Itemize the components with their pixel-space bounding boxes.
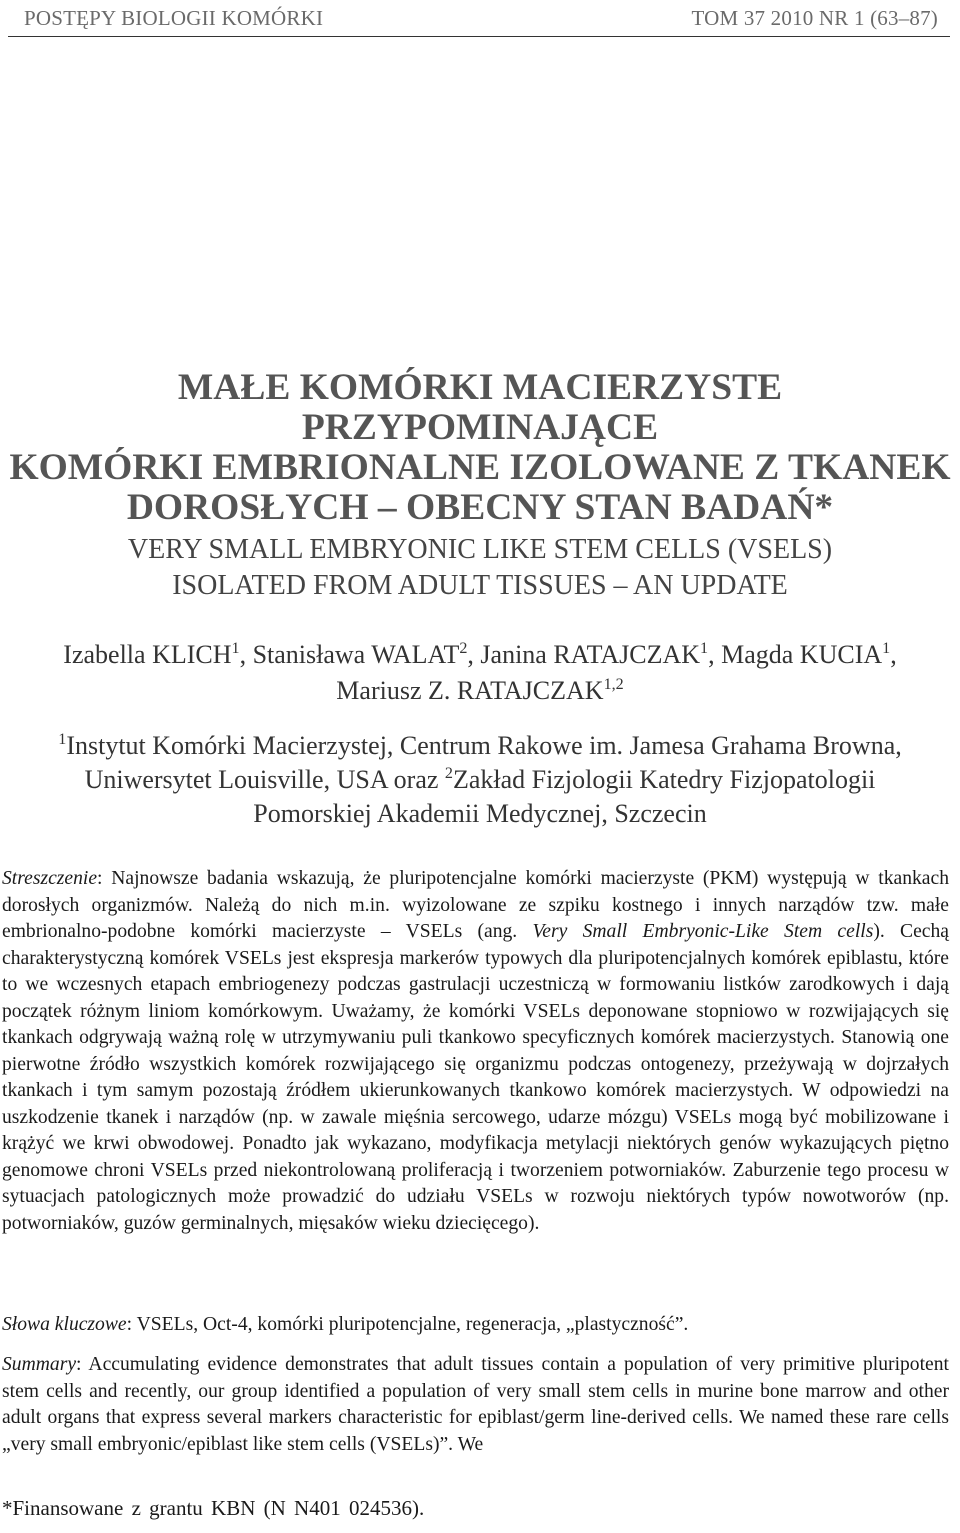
author-name: , Magda KUCIA xyxy=(708,640,883,669)
title-english-line: ISOLATED FROM ADULT TISSUES – AN UPDATE xyxy=(172,570,788,601)
author-affiliation-mark: 2 xyxy=(459,639,468,657)
abstract-text: : Najnowsze badania wskazują, że pluripotencjalne komórki macierzyste (PKM) występują w tkankach dorosłych organizmów. Należą do nich m.in. wyizolowane ze szpiku kostnego i innych narządów tzw. małe embrionalno-podobne komórki macierzyste – VSELs (ang. xyxy=(2,868,949,942)
abstract-text: ). Cechą charakterystyczną komórek VSELs jest ekspresja markerów typowych dla pluripotencjalnych komórek epiblastu, które to we wczesnych etapach embriogenezy podczas gastrulacji uczestniczą w formowaniu listków zarodkowych i dają początek różnym liniom komórkowym. Uważamy, że komórki VSELs deponowane stopniowo w rozwijających się tkankach odgrywają ważną rolę w utrzymywaniu puli tkankowo specyficznych komórek macierzystych. Stanowią one pierwotne źródło wszystkich komórek rozwijającego się organizmu podczas ontogenezy, przeżywają w dojrzałych tkankach i tym samym pozostają źródłem ukierunkowanych tkankowo komórek macierzystych. W odpowiedzi na uszkodzenie tkanek i narządów (np. w zawale mięśnia sercowego, udarze mózgu) VSELs mogą być mobilizowane i krążyć we krwi obwodowej. Ponadto jak wykazano, modyfikacja metylacji niektórych genów wykazujących piętno genomowe chroni VSELs przed niekontrolowaną proliferacją i tworzeniem potworniaków. Zaburzenie tego procesu w sytuacjach patologicznych może prowadzić do udziału VSELs w rozwoju niektórych typów nowotworów (np. potworniaków, guzów germinalnych, mięsaków wieku dziecięcego). xyxy=(2,921,949,1234)
summary-english xyxy=(2,1352,949,1458)
summary-paragraph xyxy=(2,1352,949,1458)
volume-info: TOM 37 2010 NR 1 (63–87) xyxy=(691,6,938,30)
title-polish xyxy=(0,368,960,528)
title-polish-line: DOROSŁYCH – OBECNY STAN BADAŃ* xyxy=(126,487,834,528)
summary-label: Summary xyxy=(2,1354,77,1375)
author-affiliation-mark: 1 xyxy=(700,639,709,657)
affiliation-mark: 2 xyxy=(444,764,453,782)
affiliations xyxy=(0,729,960,831)
title-polish-line: MAŁE KOMÓRKI MACIERZYSTE PRZYPOMINAJĄCE xyxy=(177,367,783,448)
journal-name: POSTĘPY BIOLOGII KOMÓRKI xyxy=(24,6,324,30)
abstract-paragraph xyxy=(2,866,949,1237)
author-line xyxy=(0,673,960,709)
affiliation-line: Pomorskiej Akademii Medycznej, Szczecin xyxy=(253,799,707,828)
abstract-term: Very Small Embryonic-Like Stem cells xyxy=(532,921,874,942)
author-separator: , xyxy=(890,640,897,669)
running-header xyxy=(8,0,950,37)
keywords-text: : VSELs, Oct-4, komórki pluripotencjalne, regeneracja, „plastyczność”. xyxy=(126,1314,689,1335)
keywords xyxy=(2,1312,949,1339)
author-list xyxy=(0,637,960,709)
keywords-label: Słowa kluczowe xyxy=(2,1314,127,1335)
author-line xyxy=(0,637,960,673)
author-affiliation-mark: 1 xyxy=(882,639,891,657)
summary-text: : Accumulating evidence demonstrates that adult tissues contain a population of very primitive pluripotent stem cells and recently, our group identified a population of very small stem cells in murine bone marrow and other adult organs that express several markers characteristic for epiblast/germ line-derived cells. We named these rare cells „very small embryonic/epiblast like stem cells (VSELs)”. We xyxy=(2,1354,949,1455)
affiliation-text: Uniwersytet Louisville, USA oraz xyxy=(84,765,445,794)
author-name: , Stanisława WALAT xyxy=(239,640,460,669)
abstract-polish xyxy=(2,866,949,1237)
affiliation-line xyxy=(0,729,960,763)
affiliation-mark: 1 xyxy=(58,730,67,748)
title-english-line: VERY SMALL EMBRYONIC LIKE STEM CELLS (VSELS) xyxy=(127,534,833,565)
funding-footnote: *Finansowane z grantu KBN (N N401 024536). xyxy=(2,1496,425,1520)
author-name: , Janina RATAJCZAK xyxy=(467,640,701,669)
affiliation-text: Zakład Fizjologii Katedry Fizjopatologii xyxy=(452,765,876,794)
abstract-label: Streszczenie xyxy=(2,868,98,889)
author-name: Izabella KLICH xyxy=(63,640,232,669)
affiliation-line xyxy=(0,763,960,797)
title-english xyxy=(0,532,960,604)
author-name: Mariusz Z. RATAJCZAK xyxy=(336,676,604,705)
title-polish-line: KOMÓRKI EMBRIONALNE IZOLOWANE Z TKANEK xyxy=(9,447,951,488)
author-affiliation-mark: 1,2 xyxy=(603,675,624,693)
author-affiliation-mark: 1 xyxy=(231,639,240,657)
affiliation-text: Instytut Komórki Macierzystej, Centrum Rakowe im. Jamesa Grahama Browna, xyxy=(66,731,902,760)
